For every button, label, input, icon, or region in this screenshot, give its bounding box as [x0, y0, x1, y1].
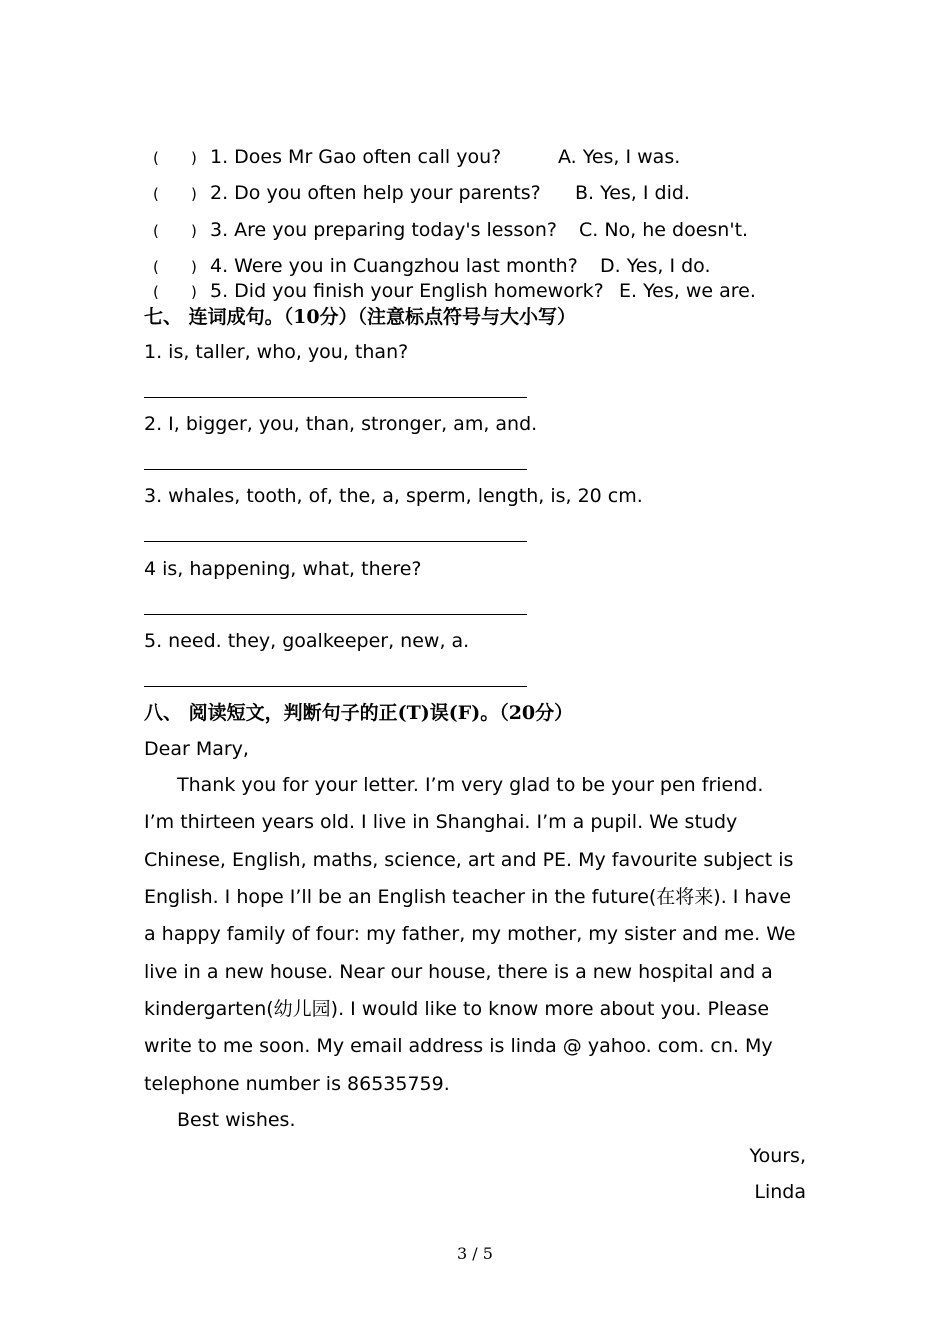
matching-question: 4. Were you in Cuangzhou last month?	[210, 255, 578, 277]
answer-bracket-open: (	[153, 258, 159, 276]
rearrange-item: 3. whales, tooth, of, the, a, sperm, length, is, 20 cm.	[144, 485, 643, 507]
letter-line: a happy family of four: my father, my mother, my sister and me. We	[144, 923, 796, 945]
matching-answer: E. Yes, we are.	[619, 280, 756, 302]
rearrange-item: 1. is, taller, who, you, than?	[144, 341, 409, 363]
matching-answer: C. No, he doesn't.	[579, 219, 749, 241]
answer-line	[144, 397, 527, 398]
page-number: 3 / 5	[457, 1244, 493, 1263]
matching-answer: B. Yes, I did.	[575, 182, 690, 204]
answer-bracket-close: )	[191, 283, 197, 301]
answer-line	[144, 686, 527, 687]
rearrange-item: 5. need. they, goalkeeper, new, a.	[144, 630, 470, 652]
section-8-title: 八、 阅读短文，判断句子的正(T)误(F)。（20分）	[144, 702, 574, 724]
answer-bracket-open: (	[153, 283, 159, 301]
letter-signature: Linda	[754, 1181, 806, 1203]
matching-question: 2. Do you often help your parents?	[210, 182, 541, 204]
letter-line: Chinese, English, maths, science, art and PE. My favourite subject is	[144, 849, 794, 871]
letter-signoff: Yours,	[749, 1145, 806, 1167]
rearrange-item: 4 is, happening, what, there?	[144, 558, 422, 580]
answer-bracket-open: (	[153, 185, 159, 203]
answer-bracket-close: )	[191, 258, 197, 276]
matching-answer: D. Yes, I do.	[600, 255, 711, 277]
answer-line	[144, 614, 527, 615]
letter-line: write to me soon. My email address is linda @ yahoo. com. cn. My	[144, 1035, 773, 1057]
answer-bracket-close: )	[191, 185, 197, 203]
letter-closing: Best wishes.	[177, 1109, 296, 1131]
matching-question: 3. Are you preparing today's lesson?	[210, 219, 558, 241]
letter-line: Thank you for your letter. I’m very glad to be your pen friend.	[177, 774, 764, 796]
matching-question: 1. Does Mr Gao often call you?	[210, 146, 502, 168]
answer-line	[144, 469, 527, 470]
letter-line: English. I hope I’ll be an English teacher in the future(在将来). I have	[144, 886, 792, 908]
letter-line: telephone number is 86535759.	[144, 1073, 450, 1095]
letter-line: live in a new house. Near our house, there is a new hospital and a	[144, 961, 773, 983]
answer-bracket-close: )	[191, 149, 197, 167]
matching-question: 5. Did you finish your English homework?	[210, 280, 604, 302]
answer-bracket-close: )	[191, 222, 197, 240]
matching-answer: A. Yes, I was.	[558, 146, 681, 168]
answer-bracket-open: (	[153, 222, 159, 240]
answer-line	[144, 541, 527, 542]
section-7-title: 七、 连词成句。（10分）（注意标点符号与大小写）	[144, 306, 577, 328]
letter-line: I’m thirteen years old. I live in Shanghai. I’m a pupil. We study	[144, 811, 738, 833]
rearrange-item: 2. I, bigger, you, than, stronger, am, and.	[144, 413, 538, 435]
answer-bracket-open: (	[153, 149, 159, 167]
letter-greeting: Dear Mary,	[144, 738, 249, 760]
letter-line: kindergarten(幼儿园). I would like to know more about you. Please	[144, 998, 770, 1020]
